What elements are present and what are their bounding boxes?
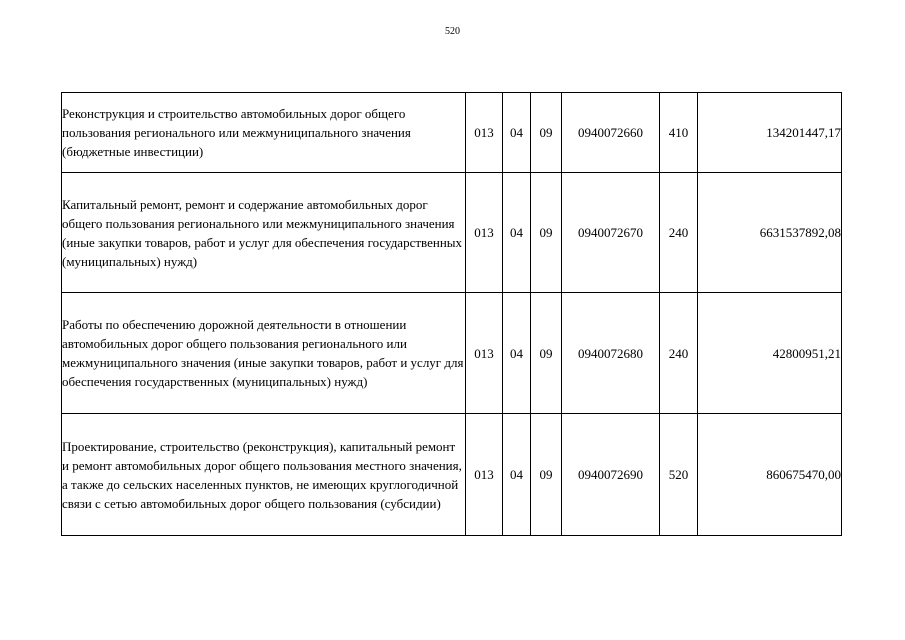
subsection-code-cell: 09 (531, 173, 562, 293)
expense-name-cell: Капитальный ремонт, ремонт и содержание автомобильных дорог общего пользования регионального или межмуниципального значения (иные закупки товаров, работ и услуг для обеспечения государственных (муниципальных) нужд) (62, 173, 466, 293)
section-code-cell: 04 (503, 293, 531, 414)
page-number: 520 (445, 26, 460, 37)
expense-type-cell: 240 (660, 173, 698, 293)
amount-cell: 42800951,21 (698, 293, 842, 414)
section-code-cell: 04 (503, 414, 531, 536)
table-row (62, 173, 842, 293)
grbs-code-cell: 013 (466, 414, 503, 536)
grbs-code-cell: 013 (466, 173, 503, 293)
subsection-code-cell: 09 (531, 293, 562, 414)
expense-type-cell: 410 (660, 93, 698, 173)
table-row (62, 93, 842, 173)
amount-cell: 134201447,17 (698, 93, 842, 173)
target-article-cell: 0940072670 (562, 173, 660, 293)
section-code-cell: 04 (503, 173, 531, 293)
expense-name-cell: Работы по обеспечению дорожной деятельности в отношении автомобильных дорог общего пользования регионального или межмуниципального значения (иные закупки товаров, работ и услуг для обеспечения государственных (муниципальных) нужд) (62, 293, 466, 414)
budget-table (61, 92, 842, 536)
expense-name-cell: Проектирование, строительство (реконструкция), капитальный ремонт и ремонт автомобильных дорог общего пользования местного значения, а также до сельских населенных пунктов, не имеющих круглогодичной связи с сетью автомобильных дорог общего пользования (субсидии) (62, 414, 466, 536)
table-row (62, 414, 842, 536)
subsection-code-cell: 09 (531, 414, 562, 536)
subsection-code-cell: 09 (531, 93, 562, 173)
grbs-code-cell: 013 (466, 93, 503, 173)
target-article-cell: 0940072680 (562, 293, 660, 414)
section-code-cell: 04 (503, 93, 531, 173)
expense-type-cell: 240 (660, 293, 698, 414)
amount-cell: 6631537892,08 (698, 173, 842, 293)
amount-cell: 860675470,00 (698, 414, 842, 536)
target-article-cell: 0940072660 (562, 93, 660, 173)
expense-name-cell: Реконструкция и строительство автомобильных дорог общего пользования регионального или межмуниципального значения (бюджетные инвестиции) (62, 93, 466, 173)
grbs-code-cell: 013 (466, 293, 503, 414)
table-row (62, 293, 842, 414)
target-article-cell: 0940072690 (562, 414, 660, 536)
expense-type-cell: 520 (660, 414, 698, 536)
